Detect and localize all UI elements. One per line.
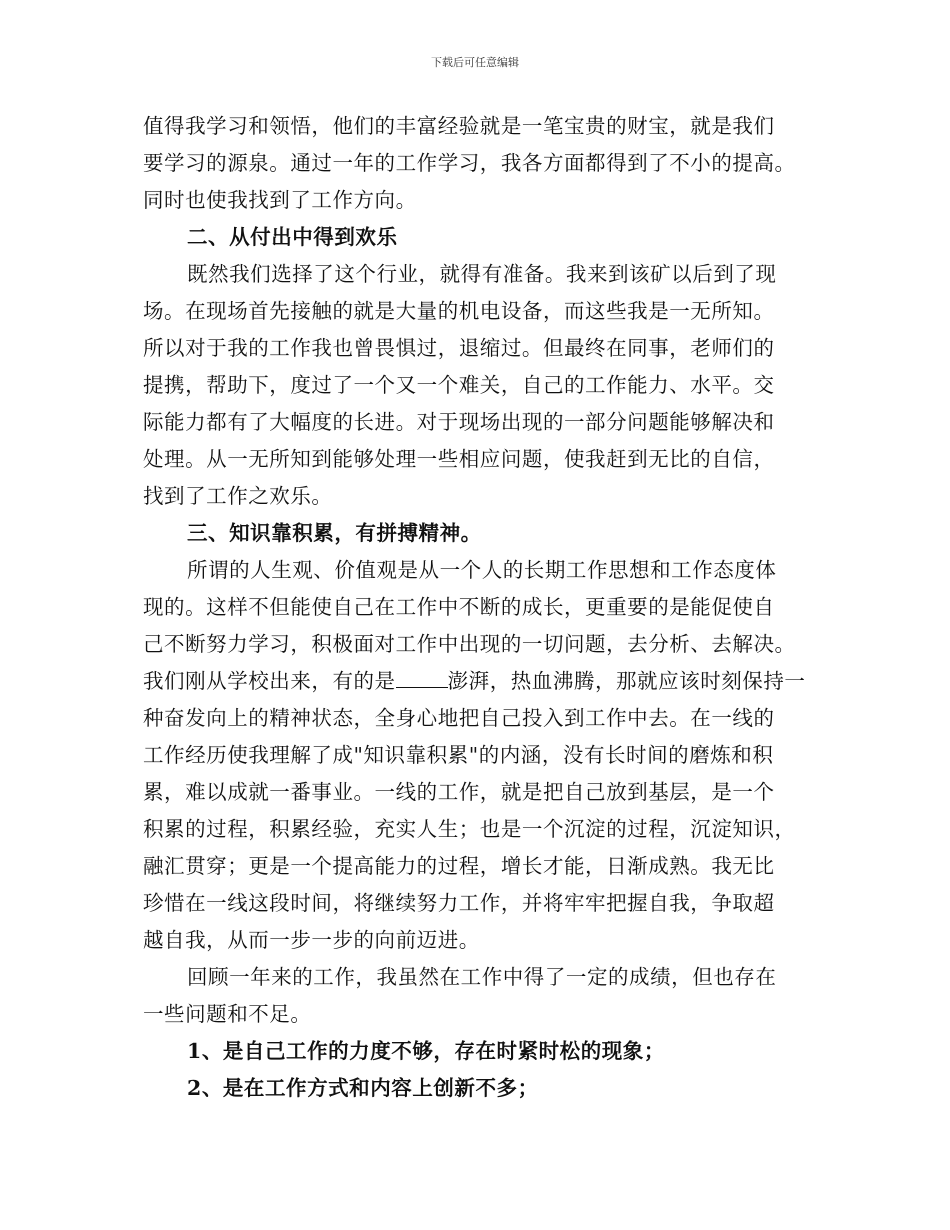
paragraph-line: 回顾一年来的工作，我虽然在工作中得了一定的成绩，但也存在 — [187, 965, 777, 989]
paragraph-line: 要学习的源泉。通过一年的工作学习，我各方面都得到了不小的提高。 — [143, 151, 796, 175]
paragraph-line: 值得我学习和领悟，他们的丰富经验就是一笔宝贵的财宝，就是我们 — [143, 114, 775, 138]
paragraph-line: 累，难以成就一番事业。一线的工作，就是把自己放到基层，是一个 — [143, 780, 775, 804]
paragraph-line: 工作经历使我理解了成"知识靠积累"的内涵，没有长时间的磨炼和积 — [143, 743, 774, 767]
document-body — [143, 108, 823, 1107]
paragraph-line: 现的。这样不但能使自己在工作中不断的成长，更重要的是能促使自 — [143, 595, 775, 619]
paragraph-line: 既然我们选择了这个行业，就得有准备。我来到该矿以后到了现 — [187, 262, 777, 286]
line-segment: 澎湃，热血沸腾，那就应该时刻保持一 — [447, 669, 806, 693]
paragraph-line: 所以对于我的工作我也曾畏惧过，退缩过。但最终在同事，老师们的 — [143, 336, 775, 360]
list-item-1: 1、是自己工作的力度不够，存在时紧时松的现象； — [187, 1039, 665, 1063]
paragraph-line: 己不断努力学习，积极面对工作中出现的一切问题，去分析、去解决。 — [143, 632, 796, 656]
list-item-2: 2、是在工作方式和内容上创新不多； — [187, 1076, 539, 1100]
paragraph-line: 找到了工作之欢乐。 — [143, 484, 333, 508]
paragraph-line: 越自我，从而一步一步的向前迈进。 — [143, 928, 480, 952]
paragraph-line: 提携，帮助下，度过了一个又一个难关，自己的工作能力、水平。交 — [143, 373, 775, 397]
section-heading-3: 三、知识靠积累，有拼搏精神。 — [187, 521, 482, 545]
paragraph-line: 融汇贯穿；更是一个提高能力的过程，增长才能，日渐成熟。我无比 — [143, 854, 775, 878]
section-heading-2: 二、从付出中得到欢乐 — [187, 225, 398, 249]
paragraph-line: 珍惜在一线这段时间，将继续努力工作，并将牢牢把握自我，争取超 — [143, 891, 775, 915]
line-segment: 我们刚从学校出来，有的是 — [143, 669, 396, 693]
paragraph-line-with-blank — [143, 663, 823, 700]
paragraph-line: 种奋发向上的精神状态，全身心地把自己投入到工作中去。在一线的 — [143, 706, 775, 730]
paragraph-line: 处理。从一无所知到能够处理一些相应问题，使我赶到无比的自信， — [143, 447, 775, 471]
fill-in-blank — [396, 663, 448, 688]
paragraph-line: 所谓的人生观、价值观是从一个人的长期工作思想和工作态度体 — [187, 558, 777, 582]
paragraph-line: 一些问题和不足。 — [143, 1002, 312, 1026]
paragraph-line: 际能力都有了大幅度的长进。对于现场出现的一部分问题能够解决和 — [143, 410, 775, 434]
paragraph-line: 场。在现场首先接触的就是大量的机电设备，而这些我是一无所知。 — [143, 299, 775, 323]
paragraph-line: 积累的过程，积累经验，充实人生；也是一个沉淀的过程，沉淀知识， — [143, 817, 796, 841]
paragraph-line: 同时也使我找到了工作方向。 — [143, 188, 417, 212]
page-header-note: 下载后可任意编辑 — [431, 56, 519, 69]
